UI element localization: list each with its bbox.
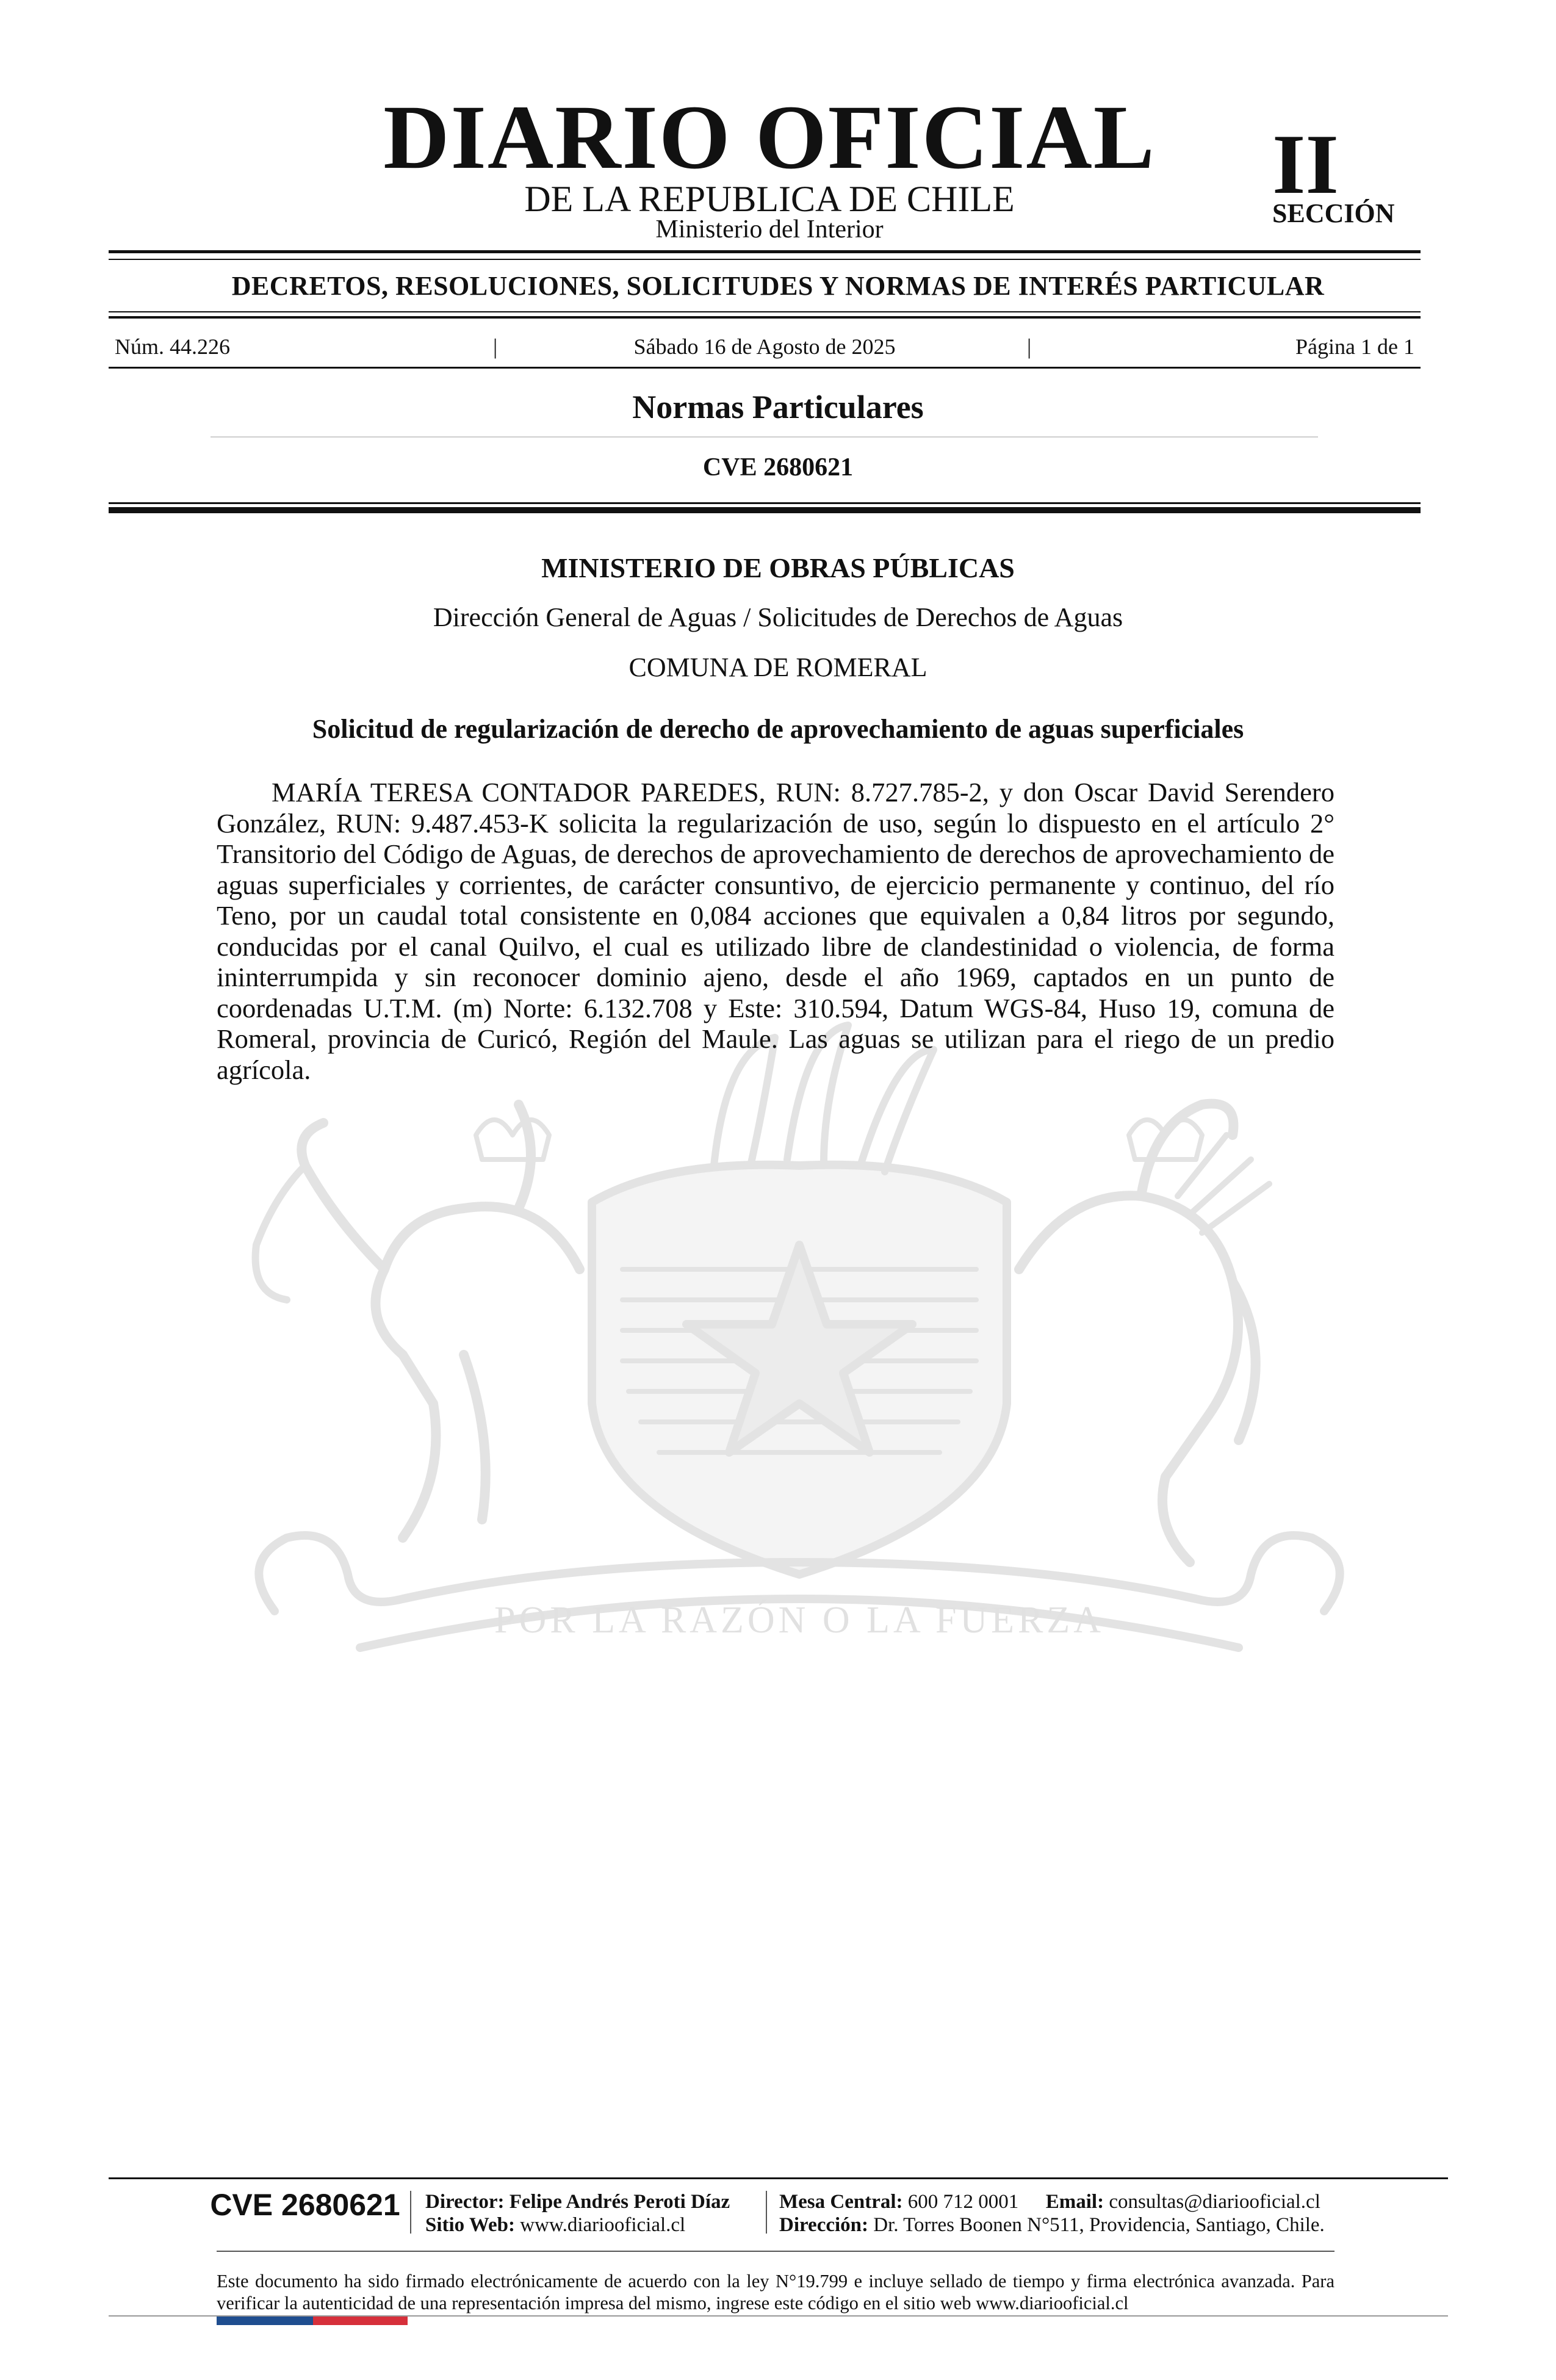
footer-cve-code: CVE 2680621 [210, 2188, 400, 2222]
issue-bar [109, 333, 1421, 360]
signature-note: Este documento ha sido firmado electrónicamente de acuerdo con la ley N°19.799 e incluye sellado de tiempo y firma electrónica avanzada. Para verificar la autenticidad de una representación impresa del mismo, ingrese este código en el sitio web www.diariooficial.cl [217, 2271, 1334, 2313]
watermark-motto: POR LA RAZÓN O LA FUERZA [494, 1599, 1105, 1641]
header-rule-thin [109, 502, 1421, 504]
flag-stripe-blue [217, 2317, 313, 2325]
email-link[interactable]: consultas@diariooficial.cl [1109, 2191, 1320, 2213]
footer-address [779, 2213, 1325, 2237]
issue-number: Núm. 44.226 [115, 334, 230, 359]
category-title: DECRETOS, RESOLUCIONES, SOLICITUDES Y NORMAS DE INTERÉS PARTICULAR [231, 271, 1325, 301]
footer-divider [410, 2191, 411, 2234]
header-rule-thick [109, 507, 1421, 513]
footer-director [425, 2190, 730, 2213]
section-label: SECCIÓN [1272, 198, 1395, 228]
phone-label: Mesa Central: [779, 2191, 903, 2213]
masthead-title: DIARIO OFICIAL [383, 87, 1156, 188]
website-label: Sitio Web: [425, 2214, 516, 2236]
footer-website [425, 2213, 685, 2237]
address-value: Dr. Torres Boonen N°511, Providencia, Santiago, Chile. [873, 2214, 1325, 2236]
ministry-name: MINISTERIO DE OBRAS PÚBLICAS [541, 552, 1015, 583]
masthead-ministry: Ministerio del Interior [655, 215, 884, 243]
director-label: Director: [425, 2191, 505, 2213]
footer-contact [779, 2190, 1320, 2213]
director-name: Felipe Andrés Peroti Díaz [509, 2191, 730, 2213]
section-number: II [1272, 117, 1339, 212]
cve-code: CVE 2680621 [702, 453, 854, 481]
website-link[interactable]: www.diariooficial.cl [520, 2214, 686, 2236]
email-label: Email: [1045, 2191, 1104, 2213]
masthead-rule-thin [109, 259, 1421, 260]
direction-name: Dirección General de Aguas / Solicitudes de Derechos de Aguas [433, 602, 1123, 632]
category-rule-thin [109, 311, 1421, 312]
section-divider [211, 436, 1318, 438]
document-body: MARÍA TERESA CONTADOR PAREDES, RUN: 8.727.785-2, y don Oscar David Serendero González, RUN: 9.487.453-K solicita la regularización de uso, según lo dispuesto en el artículo 2° Transitorio del Código de Aguas, de derechos de aprovechamiento de derechos de aprovechamiento de aguas superficiales y corrientes, de carácter consuntivo, de ejercicio permanente y continuo, del río Teno, por un caudal total consistente en 0,084 acciones que equivalen a 0,84 litros por segundo, conducidas por el canal Quilvo, el cual es utilizado libre de clandestinidad o violencia, de forma ininterrumpida y sin reconocer dominio ajeno, desde el año 1969, captados en un punto de coordenadas U.T.M. (m) Norte: 6.132.708 y Este: 310.594, Datum WGS-84, Huso 19, comuna de Romeral, provincia de Curicó, Región del Maule. Las aguas se utilizan para el riego de un predio agrícola. [217, 777, 1334, 1085]
footer-divider [766, 2191, 767, 2234]
masthead-rule-thick [109, 250, 1421, 253]
issue-rule [109, 367, 1421, 369]
footer-inner-rule [217, 2251, 1334, 2252]
issue-separator: | [493, 334, 498, 359]
issue-page: Página 1 de 1 [1295, 334, 1414, 359]
footer-rule [109, 2177, 1448, 2179]
flag-stripe-red [313, 2317, 408, 2325]
address-label: Dirección: [779, 2214, 869, 2236]
phone-value: 600 712 0001 [907, 2191, 1019, 2213]
comuna-name: COMUNA DE ROMERAL [629, 652, 927, 682]
coat-of-arms-watermark [201, 1013, 1361, 1684]
issue-date: Sábado 16 de Agosto de 2025 [633, 334, 896, 359]
issue-separator: | [1027, 334, 1032, 359]
section-name: Normas Particulares [632, 389, 924, 425]
document-title: Solicitud de regularización de derecho de aprovechamiento de aguas superficiales [312, 714, 1244, 744]
masthead-subtitle: DE LA REPUBLICA DE CHILE [524, 179, 1015, 219]
category-rule-thick [109, 316, 1421, 319]
